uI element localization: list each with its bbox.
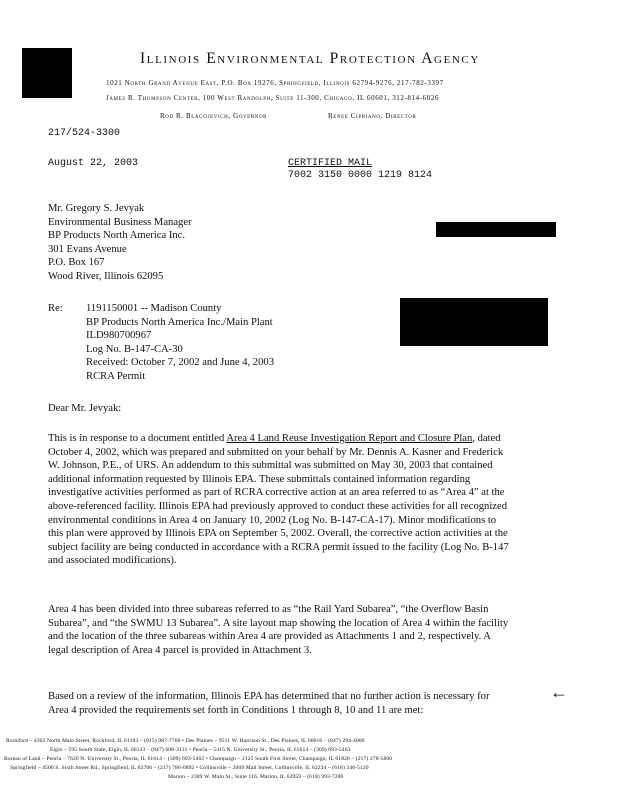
re-line: 1191150001 -- Madison County <box>86 303 222 314</box>
phone-number: 217/524-3300 <box>48 128 121 139</box>
director-name: Renee Cipriano, Director <box>328 112 417 120</box>
paragraph-subareas: Area 4 has been divided into three subareas referred to as “the Rail Yard Subarea”, “the Overflow Basin Subarea”, and “the SWMU 13 Subarea”. A site layout map showing the location of Area 4 within the facility and the location of the three subareas within Area 4 are provided as Attachments 1 and 2, respectively. A legal description of Area 4 parcel is provided in Attachment 3. <box>48 604 509 656</box>
redacted-block-right <box>400 298 548 346</box>
re-label: Re: <box>48 303 63 314</box>
paragraph-determination: Based on a review of the information, Illinois EPA has determined that no further action is necessary for Area 4 provided the requirements set forth in Conditions 1 through 8, 10 and 11 are met: <box>48 691 490 716</box>
recipient-line: Mr. Gregory S. Jevyak <box>48 203 145 214</box>
footer-offices-line1: Rockford – 4302 North Main Street, Rockford, IL 61103 – (815) 987-7760 • Des Plaines – 9511 W. Harrison St., Des Plaines, IL 60016 – (847) 294-4000 <box>6 738 365 744</box>
paragraph-lead: This is in response to a document entitled <box>48 433 225 444</box>
document-title: Area 4 Land Reuse Investigation Report and Closure Plan <box>226 433 473 444</box>
footer-offices-line3: Bureau of Land – Peoria – 7620 N. University St., Peoria, IL 61614 – (309) 693-5462 • Champaign – 2125 South First Street, Champaign, IL 61820 – (217) 278-5800 <box>4 756 393 762</box>
re-line: RCRA Permit <box>86 370 146 382</box>
margin-arrow-icon: ← <box>550 682 568 702</box>
letterhead-address-chicago: James R. Thompson Center, 100 West Randolph, Suite 11-300, Chicago, IL 60601, 312-814-6026 <box>106 94 440 102</box>
paragraph-response <box>48 432 510 568</box>
certified-mail-label: CERTIFIED MAIL <box>288 158 373 169</box>
footer-offices-line5: Marion – 2309 W. Main St., Suite 116, Marion, IL 62959 – (618) 993-7200 <box>168 774 344 780</box>
recipient-line: Environmental Business Manager <box>48 216 192 228</box>
recipient-line: BP Products North America Inc. <box>48 230 186 242</box>
governor-name: Rod R. Blagojevich, Governor <box>160 112 268 120</box>
salutation: Dear Mr. Jevyak: <box>48 403 122 414</box>
re-line: Log No. B-147-CA-30 <box>86 343 183 355</box>
recipient-line: 301 Evans Avenue <box>48 243 127 255</box>
agency-name: Illinois Environmental Protection Agency <box>140 50 480 67</box>
footer-offices-line4: Springfield – 4500 S. Sixth Street Rd., Springfield, IL 62706 – (217) 786-6892 • Collinsville – 2009 Mall Street, Collinsville, IL 62234 – (618) 346-5120 <box>10 765 369 771</box>
recipient-address <box>48 202 192 284</box>
paragraph-body: , dated October 4, 2002, which was prepared and submitted on your behalf by Mr. Dennis A. Kasner and Frederick W. Johnson, P.E., of URS. An addendum to this submittal was submitted on May 30, 2003 that contained additional information requested by Illinois EPA. These submittals contained information regarding investigative activities performed as part of RCRA corrective action at an area referred to as “Area 4” at the above-referenced facility. Illinois EPA had previously approved to conduct these activities for all recognized environmental conditions in Area 4 on January 10, 2002 (Log No. B-147-CA-17). Minor modifications to this plan were approved by Illinois EPA on September 5, 2002. Overall, the corrective action activities at the subject facility are being conducted in accordance with a RCRA permit issued to the facility (Log No. B-147 and associated modifications). <box>48 433 509 567</box>
letter-date: August 22, 2003 <box>48 158 139 169</box>
footer-offices-line2: Elgin – 595 South State, Elgin, IL 60123 – (847) 608-3131 • Peoria – 5415 N. University St., Peoria, IL 61614 – (309) 693-5463 <box>50 747 351 753</box>
recipient-line: Wood River, Illinois 62095 <box>48 270 164 282</box>
recipient-line: P.O. Box 167 <box>48 257 105 269</box>
redacted-block-top <box>436 222 556 237</box>
certified-mail-number: 7002 3150 0000 1219 8124 <box>288 170 433 181</box>
re-block <box>86 302 274 384</box>
re-line: Received: October 7, 2002 and June 4, 2003 <box>86 357 274 369</box>
re-line: ILD980700967 <box>86 330 152 342</box>
letterhead-address-springfield: 1021 North Grand Avenue East, P.O. Box 19276, Springfield, Illinois 62794-9276, 217-782-3397 <box>106 79 444 87</box>
redacted-logo <box>22 48 72 98</box>
re-line: BP Products North America Inc./Main Plant <box>86 316 273 328</box>
